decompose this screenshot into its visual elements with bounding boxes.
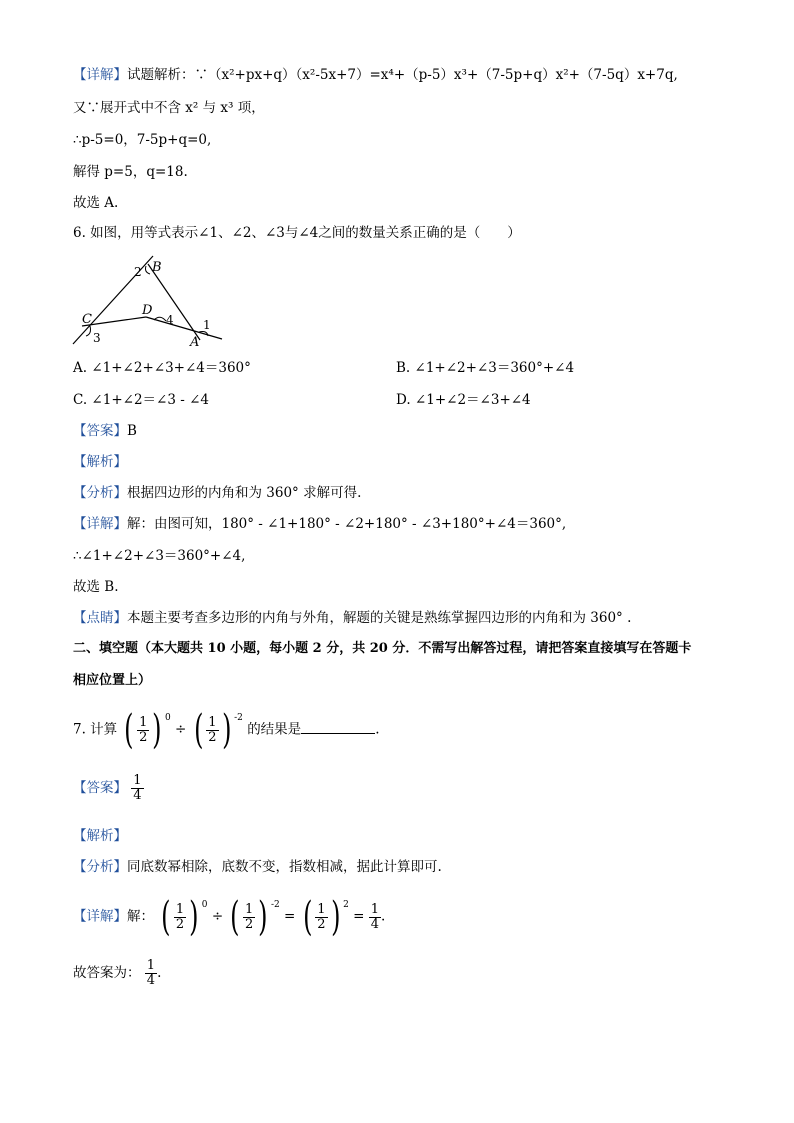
q5-detail-text: 试题解析：∵（x²+px+q）（x²-5x+7）=x⁴+（p-5）x³+（7-5p+q）x²+（7-5q）x+7q, xyxy=(127,67,678,83)
q7-analysis-label: 【解析】 xyxy=(73,828,127,844)
label-3: 3 xyxy=(93,331,101,345)
fenxi-label: 【分析】 xyxy=(73,485,127,501)
label-2: 2 xyxy=(134,265,142,279)
q6-option-a: A. ∠1+∠2+∠3+∠4＝360° xyxy=(73,360,251,376)
detail-label: 【详解】 xyxy=(73,908,127,925)
answer-fraction: $\frac{1}{4}$ xyxy=(133,773,142,803)
q6-figure xyxy=(70,254,230,350)
fenxi-text: 同底数幂相除，底数不变，指数相减，据此计算即可. xyxy=(127,859,442,875)
fraction-half: $\frac{1}{2}$ xyxy=(139,714,148,745)
q6-option-b: B. ∠1+∠2+∠3＝360°+∠4 xyxy=(396,360,575,376)
q6-detail2: ∴∠1+∠2+∠3＝360°+∠4, xyxy=(73,548,246,564)
label-1: 1 xyxy=(203,318,211,332)
answer-blank xyxy=(301,719,375,734)
line-ba xyxy=(148,264,200,340)
q5-detail-line2: 又∵展开式中不含 x² 与 x³ 项， xyxy=(73,100,265,116)
detail-label: 【详解】 xyxy=(73,67,127,83)
fenxi-label: 【分析】 xyxy=(73,859,127,875)
q6-detail1 xyxy=(73,515,566,533)
answer-label: 【答案】 xyxy=(73,780,127,796)
dianjing-label: 【点睛】 xyxy=(73,610,127,626)
q7-final: 故答案为： $\frac{1}{4}$ . xyxy=(73,958,162,988)
fraction-half: $\frac{1}{2}$ xyxy=(175,901,185,932)
angle2-arc xyxy=(146,266,151,274)
q6-analysis-label: 【解析】 xyxy=(73,454,127,470)
label-b: B xyxy=(152,260,162,275)
label-c: C xyxy=(82,312,92,327)
detail-label: 【详解】 xyxy=(73,516,127,532)
q6-answer xyxy=(73,422,137,440)
q6-detail3: 故选 B. xyxy=(73,579,119,595)
q7-question: 7. 计算 ( $\frac{1}{2}$ ) $^0$ ÷ ( $\frac{1}{2}$ ) $^{-2}$ 的结果是 . xyxy=(73,707,380,753)
q7-detail: 【详解】解： ( $\frac{1}{2}$ ) $^0$ ÷ ( $\frac{1}{2}$ ) $^{-2}$ = ( $\frac{1}{2}$ ) $^2$ = $\frac{1}{4}$ . xyxy=(73,894,386,940)
label-a: A xyxy=(190,335,200,350)
answer-value: B xyxy=(127,423,137,439)
detail-text: 解：由图可知，180° - ∠1+180° - ∠2+180° - ∠3+180°+∠4＝360°, xyxy=(127,516,567,532)
fraction-half: $\frac{1}{2}$ xyxy=(317,901,326,932)
fraction-half: $\frac{1}{2}$ xyxy=(245,901,254,932)
label-4: 4 xyxy=(166,313,174,327)
answer-label: 【答案】 xyxy=(73,423,127,439)
fraction-half: $\frac{1}{2}$ xyxy=(208,714,217,745)
div-sign: ÷ xyxy=(175,721,187,738)
q5-detail-line5: 故选 A. xyxy=(73,195,119,211)
section2-heading-line2: 相应位置上） xyxy=(73,673,152,688)
section2-heading-line1: 二、填空题（本大题共 10 小题，每小题 2 分，共 20 分．不需写出解答过程，请把答案直接填写在答题卡 xyxy=(73,641,692,656)
exponent-neg2: -2 xyxy=(234,713,243,723)
fenxi-text: 根据四边形的内角和为 360° 求解可得. xyxy=(127,485,362,501)
q6-dianjing xyxy=(73,609,631,627)
q6-option-c: C. ∠1+∠2＝∠3 - ∠4 xyxy=(73,392,209,408)
dianjing-text: 本题主要考查多边形的内角与外角，解题的关键是熟练掌握四边形的内角和为 360° . xyxy=(127,610,632,626)
q6-fenxi xyxy=(73,484,361,502)
result-fraction: $\frac{1}{4}$ xyxy=(370,901,380,932)
q5-detail-line3: ∴p-5=0，7-5p+q=0, xyxy=(73,132,212,148)
q7-answer xyxy=(73,770,144,806)
final-fraction: $\frac{1}{4}$ xyxy=(146,958,156,988)
exponent-0: 0 xyxy=(164,713,171,723)
q7-suffix: 的结果是 xyxy=(247,721,302,738)
q6-option-d: D. ∠1+∠2＝∠3+∠4 xyxy=(396,392,531,408)
q7-prefix: 7. 计算 xyxy=(73,721,118,738)
q5-detail-line1 xyxy=(73,66,678,84)
q6-question: 6. 如图，用等式表示∠1、∠2、∠3与∠4之间的数量关系正确的是（ ） xyxy=(73,225,521,241)
label-d: D xyxy=(142,303,153,318)
q5-detail-line4: 解得 p=5，q=18. xyxy=(73,164,188,180)
q7-fenxi xyxy=(73,858,442,876)
